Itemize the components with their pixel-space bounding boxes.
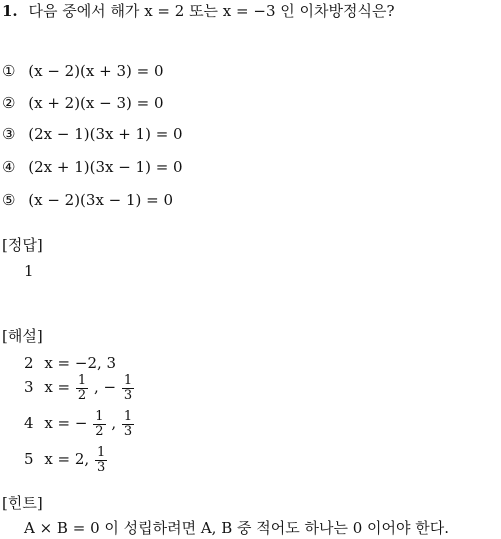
hint-text: A × B = 0 이 성립하려면 A, B 중 적어도 하나는 0 이어야 한다.	[24, 519, 450, 537]
choice-text: (x − 2)(x + 3) = 0	[28, 62, 164, 80]
numerator: 1	[77, 373, 87, 388]
choice-marker: ④	[2, 158, 16, 176]
choice-marker: ⑤	[2, 191, 16, 209]
choice-5	[2, 193, 173, 208]
choice-1	[2, 64, 164, 79]
question-number: 1.	[2, 2, 18, 20]
line-index: 3	[24, 378, 34, 397]
fraction	[122, 374, 134, 402]
choice-4	[2, 160, 183, 175]
answer-value: 1	[24, 262, 34, 280]
numerator: 1	[97, 445, 106, 460]
line-prefix: x = −	[44, 414, 88, 433]
choice-marker: ③	[2, 125, 16, 143]
numerator: 1	[95, 409, 104, 424]
explanation-line-2	[24, 356, 116, 371]
numerator: 1	[123, 373, 133, 388]
fraction	[122, 410, 134, 438]
separator: , −	[93, 378, 117, 397]
explanation-line-5	[24, 446, 108, 474]
choice-text: (2x − 1)(3x + 1) = 0	[28, 125, 183, 143]
explanation-line-3	[24, 374, 135, 402]
question-text: 다음 중에서 해가 x = 2 또는 x = −3 인 이차방정식은?	[28, 2, 395, 20]
line-prefix: x = −2, 3	[44, 354, 117, 372]
fraction	[93, 410, 105, 438]
hint-label: [힌트]	[2, 494, 43, 512]
answer-label: [정답]	[2, 236, 43, 254]
fraction	[95, 446, 107, 474]
line-index: 2	[24, 354, 34, 372]
line-index: 5	[24, 450, 34, 469]
line-prefix: x = 2,	[44, 450, 90, 469]
choice-text: (x + 2)(x − 3) = 0	[28, 94, 164, 112]
choice-3	[2, 127, 183, 142]
choice-marker: ①	[2, 62, 16, 80]
separator: ,	[111, 414, 121, 433]
choice-marker: ②	[2, 94, 16, 112]
line-index: 4	[24, 414, 34, 433]
denominator: 2	[95, 423, 104, 439]
fraction	[76, 374, 88, 402]
denominator: 3	[97, 459, 106, 475]
choice-text: (x − 2)(3x − 1) = 0	[28, 191, 174, 209]
explanation-line-4	[24, 410, 135, 438]
question	[2, 4, 395, 19]
denominator: 3	[123, 423, 133, 439]
line-prefix: x =	[44, 378, 71, 397]
explanation-label: [해설]	[2, 327, 43, 345]
denominator: 3	[123, 387, 133, 403]
choice-text: (2x + 1)(3x − 1) = 0	[28, 158, 183, 176]
choice-2	[2, 96, 164, 111]
numerator: 1	[123, 409, 133, 424]
denominator: 2	[77, 387, 87, 403]
